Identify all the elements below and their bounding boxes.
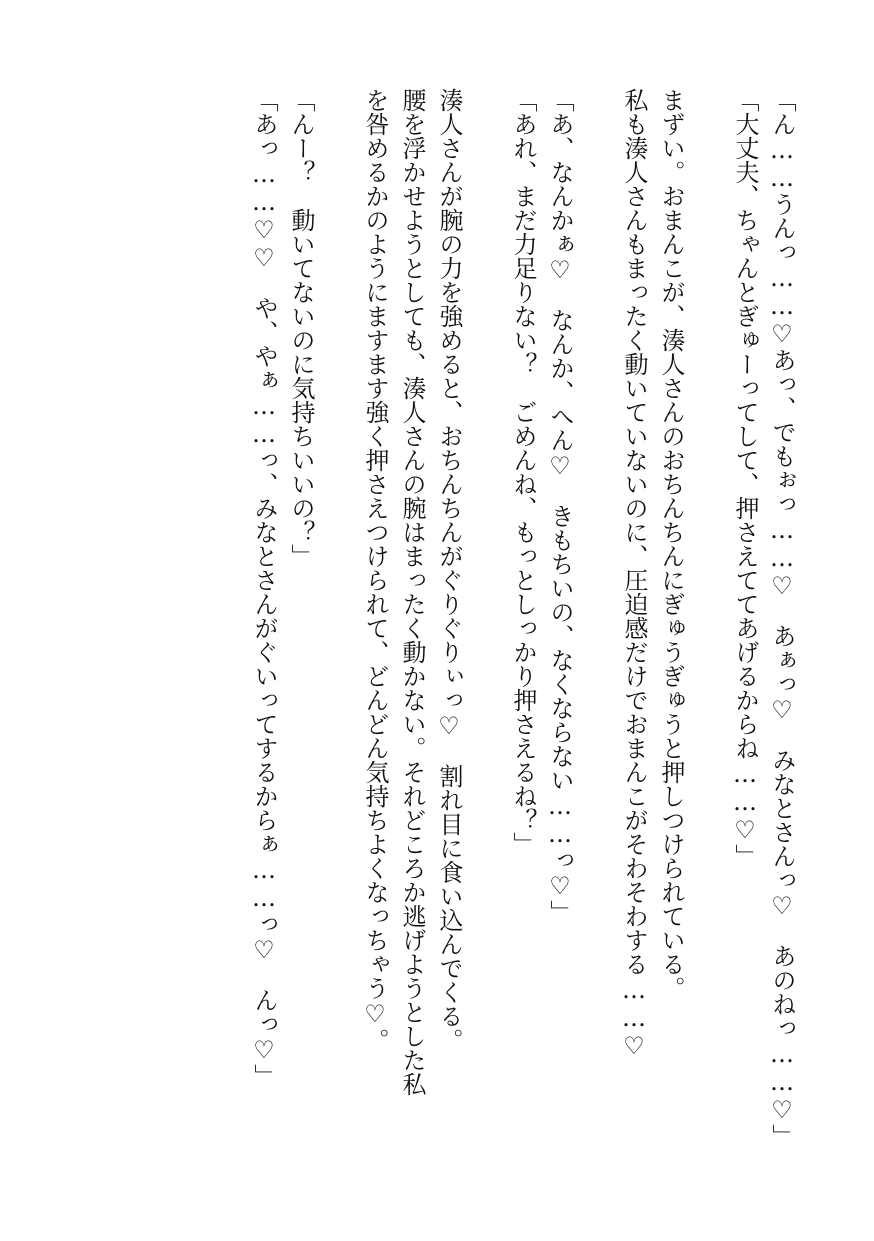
narration-line: まずい。おまんこが、湊人さんのおちんちんにぎゅうぎゅうと押しつけられている。 xyxy=(657,88,685,1000)
dialogue-line: 「あ、なんかぁ♡ なんか、へん♡ きもちいの、なくならない……っ♡」 xyxy=(546,88,574,924)
dialogue-line: 「んー？ 動いてないのに気持ちいいの？」 xyxy=(287,88,315,568)
dialogue-line: 「あっ……♡♡ や、やぁ……っ、みなとさんがぐいってするからぁ……っ♡ んっ♡」 xyxy=(250,88,278,1088)
narration-line: 湊人さんが腕の力を強めると、おちんちんがぐりぐりぃっ♡ 割れ目に食い込んでくる。 xyxy=(435,88,463,1052)
dialogue-line: 「大丈夫、ちゃんとぎゅーってして、押さえててあげるからね……♡」 xyxy=(731,88,759,868)
dialogue-line: 「あれ、まだ力足りない？ ごめんね、もっとしっかり押さえるね？」 xyxy=(509,88,537,856)
narration-line: 私も湊人さんもまったく動いていないのに、圧迫感だけでおまんこがそわそわする……♡ xyxy=(620,88,648,1060)
narration-line: を咎めるかのようにますます強く押さえつけられて、どんどん気持ちよくなっちゃう♡。 xyxy=(361,88,389,1052)
dialogue-line: 「ん……うんっ……♡あっ、でもぉっ……♡ あぁっ♡ みなとさんっ♡ あのねっ……♡」 xyxy=(768,88,796,1148)
paragraph-gap xyxy=(578,88,615,1168)
paragraph-gap xyxy=(319,88,356,1168)
narration-line: 腰を浮かせようとしても、湊人さんの腕はまったく動かない。それどころか逃げようとした私 xyxy=(398,88,426,1096)
paragraph-gap xyxy=(689,88,726,1168)
vertical-text-body xyxy=(245,88,800,1168)
paragraph-gap xyxy=(467,88,504,1168)
